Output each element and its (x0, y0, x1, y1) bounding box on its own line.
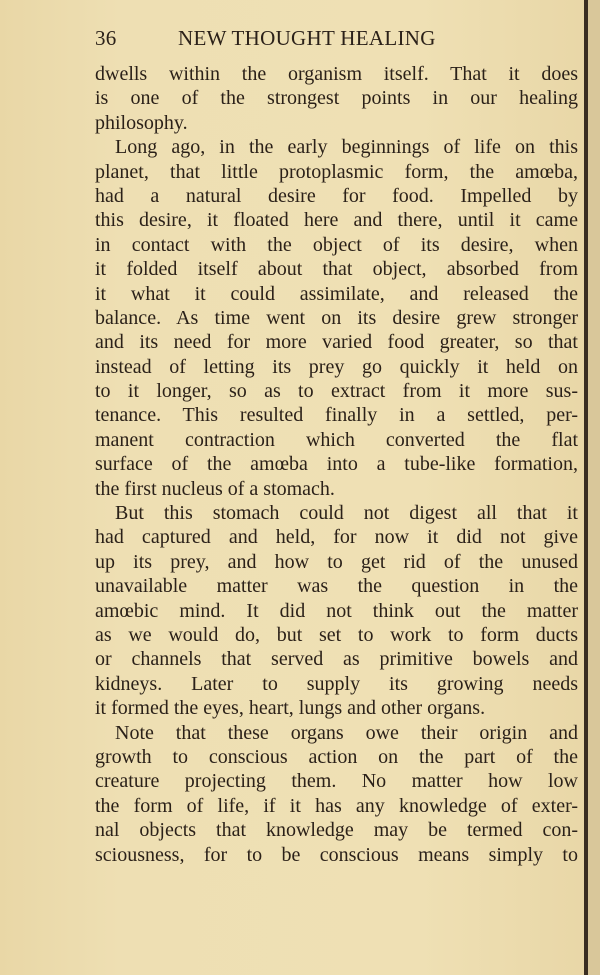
text-line: the form of life, if it has any knowledge of exter- (95, 794, 578, 817)
text-line: sciousness, for to be conscious means simply to (95, 843, 578, 866)
text-line: up its prey, and how to get rid of the unused (95, 550, 578, 573)
text-line: it formed the eyes, heart, lungs and other organs. (95, 697, 486, 720)
text-line: philosophy. (95, 111, 188, 134)
text-line: Long ago, in the early beginnings of life on this (115, 136, 578, 159)
text-line: is one of the strongest points in our healing (95, 87, 578, 110)
text-line: or channels that served as primitive bowels and (95, 648, 578, 671)
running-header (95, 26, 505, 54)
text-line: and its need for more varied food greater, so that (95, 331, 578, 354)
text-line: as we would do, but set to work to form ducts (95, 623, 578, 646)
body-text (95, 62, 578, 867)
text-line: to it longer, so as to extract from it more sus- (95, 380, 578, 403)
text-line: planet, that little protoplasmic form, the amœba, (95, 160, 578, 183)
text-line: instead of letting its prey go quickly it held on (95, 355, 578, 378)
text-line: amœbic mind. It did not think out the matter (95, 599, 578, 622)
text-line: nal objects that knowledge may be termed con- (95, 819, 578, 842)
page-number: 36 (95, 26, 117, 50)
text-line: unavailable matter was the question in the (95, 575, 578, 598)
page-margin (588, 0, 600, 975)
text-line: creature projecting them. No matter how low (95, 770, 578, 793)
text-line: in contact with the object of its desire, when (95, 233, 578, 256)
text-line: surface of the amœba into a tube-like formation, (95, 453, 578, 476)
text-line: balance. As time went on its desire grew stronger (95, 306, 578, 329)
text-line: had a natural desire for food. Impelled by (95, 184, 578, 207)
text-line: growth to conscious action on the part of the (95, 745, 578, 768)
text-line: had captured and held, for now it did not give (95, 526, 578, 549)
running-title: NEW THOUGHT HEALING (178, 26, 436, 50)
text-line: kidneys. Later to supply its growing needs (95, 672, 578, 695)
text-line: But this stomach could not digest all that it (115, 502, 578, 525)
text-line: this desire, it floated here and there, until it came (95, 209, 578, 232)
text-line: Note that these organs owe their origin and (115, 721, 578, 744)
text-line: it folded itself about that object, absorbed from (95, 258, 578, 281)
text-line: the first nucleus of a stomach. (95, 477, 335, 500)
text-line: it what it could assimilate, and released the (95, 282, 578, 305)
text-line: tenance. This resulted finally in a settled, per- (95, 404, 578, 427)
text-line: manent contraction which converted the flat (95, 428, 578, 451)
text-line: dwells within the organism itself. That it does (95, 63, 578, 85)
